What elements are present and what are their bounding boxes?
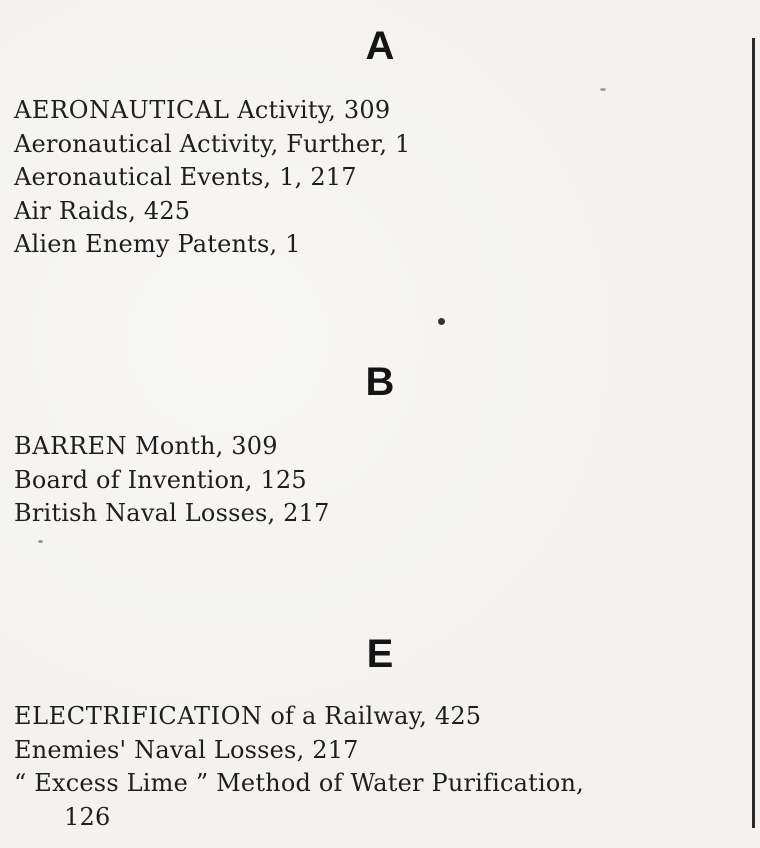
- entry-lead-word: AERONAUTICAL: [14, 96, 230, 124]
- index-entry: [14, 464, 330, 498]
- index-entry: [14, 430, 330, 464]
- section-heading-a: A: [365, 24, 395, 68]
- index-entry: [14, 734, 584, 768]
- entry-text: Board of Invention, 125: [14, 465, 307, 494]
- entry-text: Aeronautical Events, 1, 217: [14, 163, 357, 191]
- section-e-entries: [14, 700, 584, 834]
- entry-text: Enemies' Naval Losses, 217: [14, 735, 359, 764]
- section-b-entries: [14, 430, 330, 531]
- index-entry: [14, 128, 411, 162]
- entry-text: of a Railway, 425: [262, 702, 482, 730]
- ink-speck: [38, 540, 43, 543]
- ink-speck: [600, 88, 606, 91]
- entry-text: 126: [64, 802, 111, 831]
- entry-text: Air Raids, 425: [14, 196, 191, 225]
- entry-text: British Naval Losses, 217: [14, 499, 330, 527]
- entry-text: Alien Enemy Patents, 1: [14, 230, 301, 258]
- entry-text: Month, 309: [127, 432, 278, 460]
- index-entry: [14, 195, 411, 229]
- index-entry: [14, 700, 584, 734]
- section-heading-b: B: [365, 360, 395, 404]
- ink-speck: [438, 318, 445, 325]
- index-entry: [14, 94, 411, 128]
- entry-lead-word: BARREN: [14, 432, 128, 460]
- index-entry: [14, 497, 330, 531]
- entry-text: Aeronautical Activity, Further, 1: [14, 129, 411, 158]
- section-heading-e: E: [366, 632, 394, 676]
- entry-text: Activity, 309: [229, 96, 391, 124]
- index-entry: [14, 228, 411, 262]
- index-entry-continuation: [14, 801, 584, 835]
- section-a-entries: [14, 94, 411, 262]
- entry-lead-word: ELECTRIFICATION: [14, 702, 263, 730]
- index-entry: [14, 767, 584, 801]
- index-entry: [14, 161, 411, 195]
- right-margin-rule: [752, 38, 755, 828]
- entry-text: “ Excess Lime ” Method of Water Purification,: [14, 769, 584, 797]
